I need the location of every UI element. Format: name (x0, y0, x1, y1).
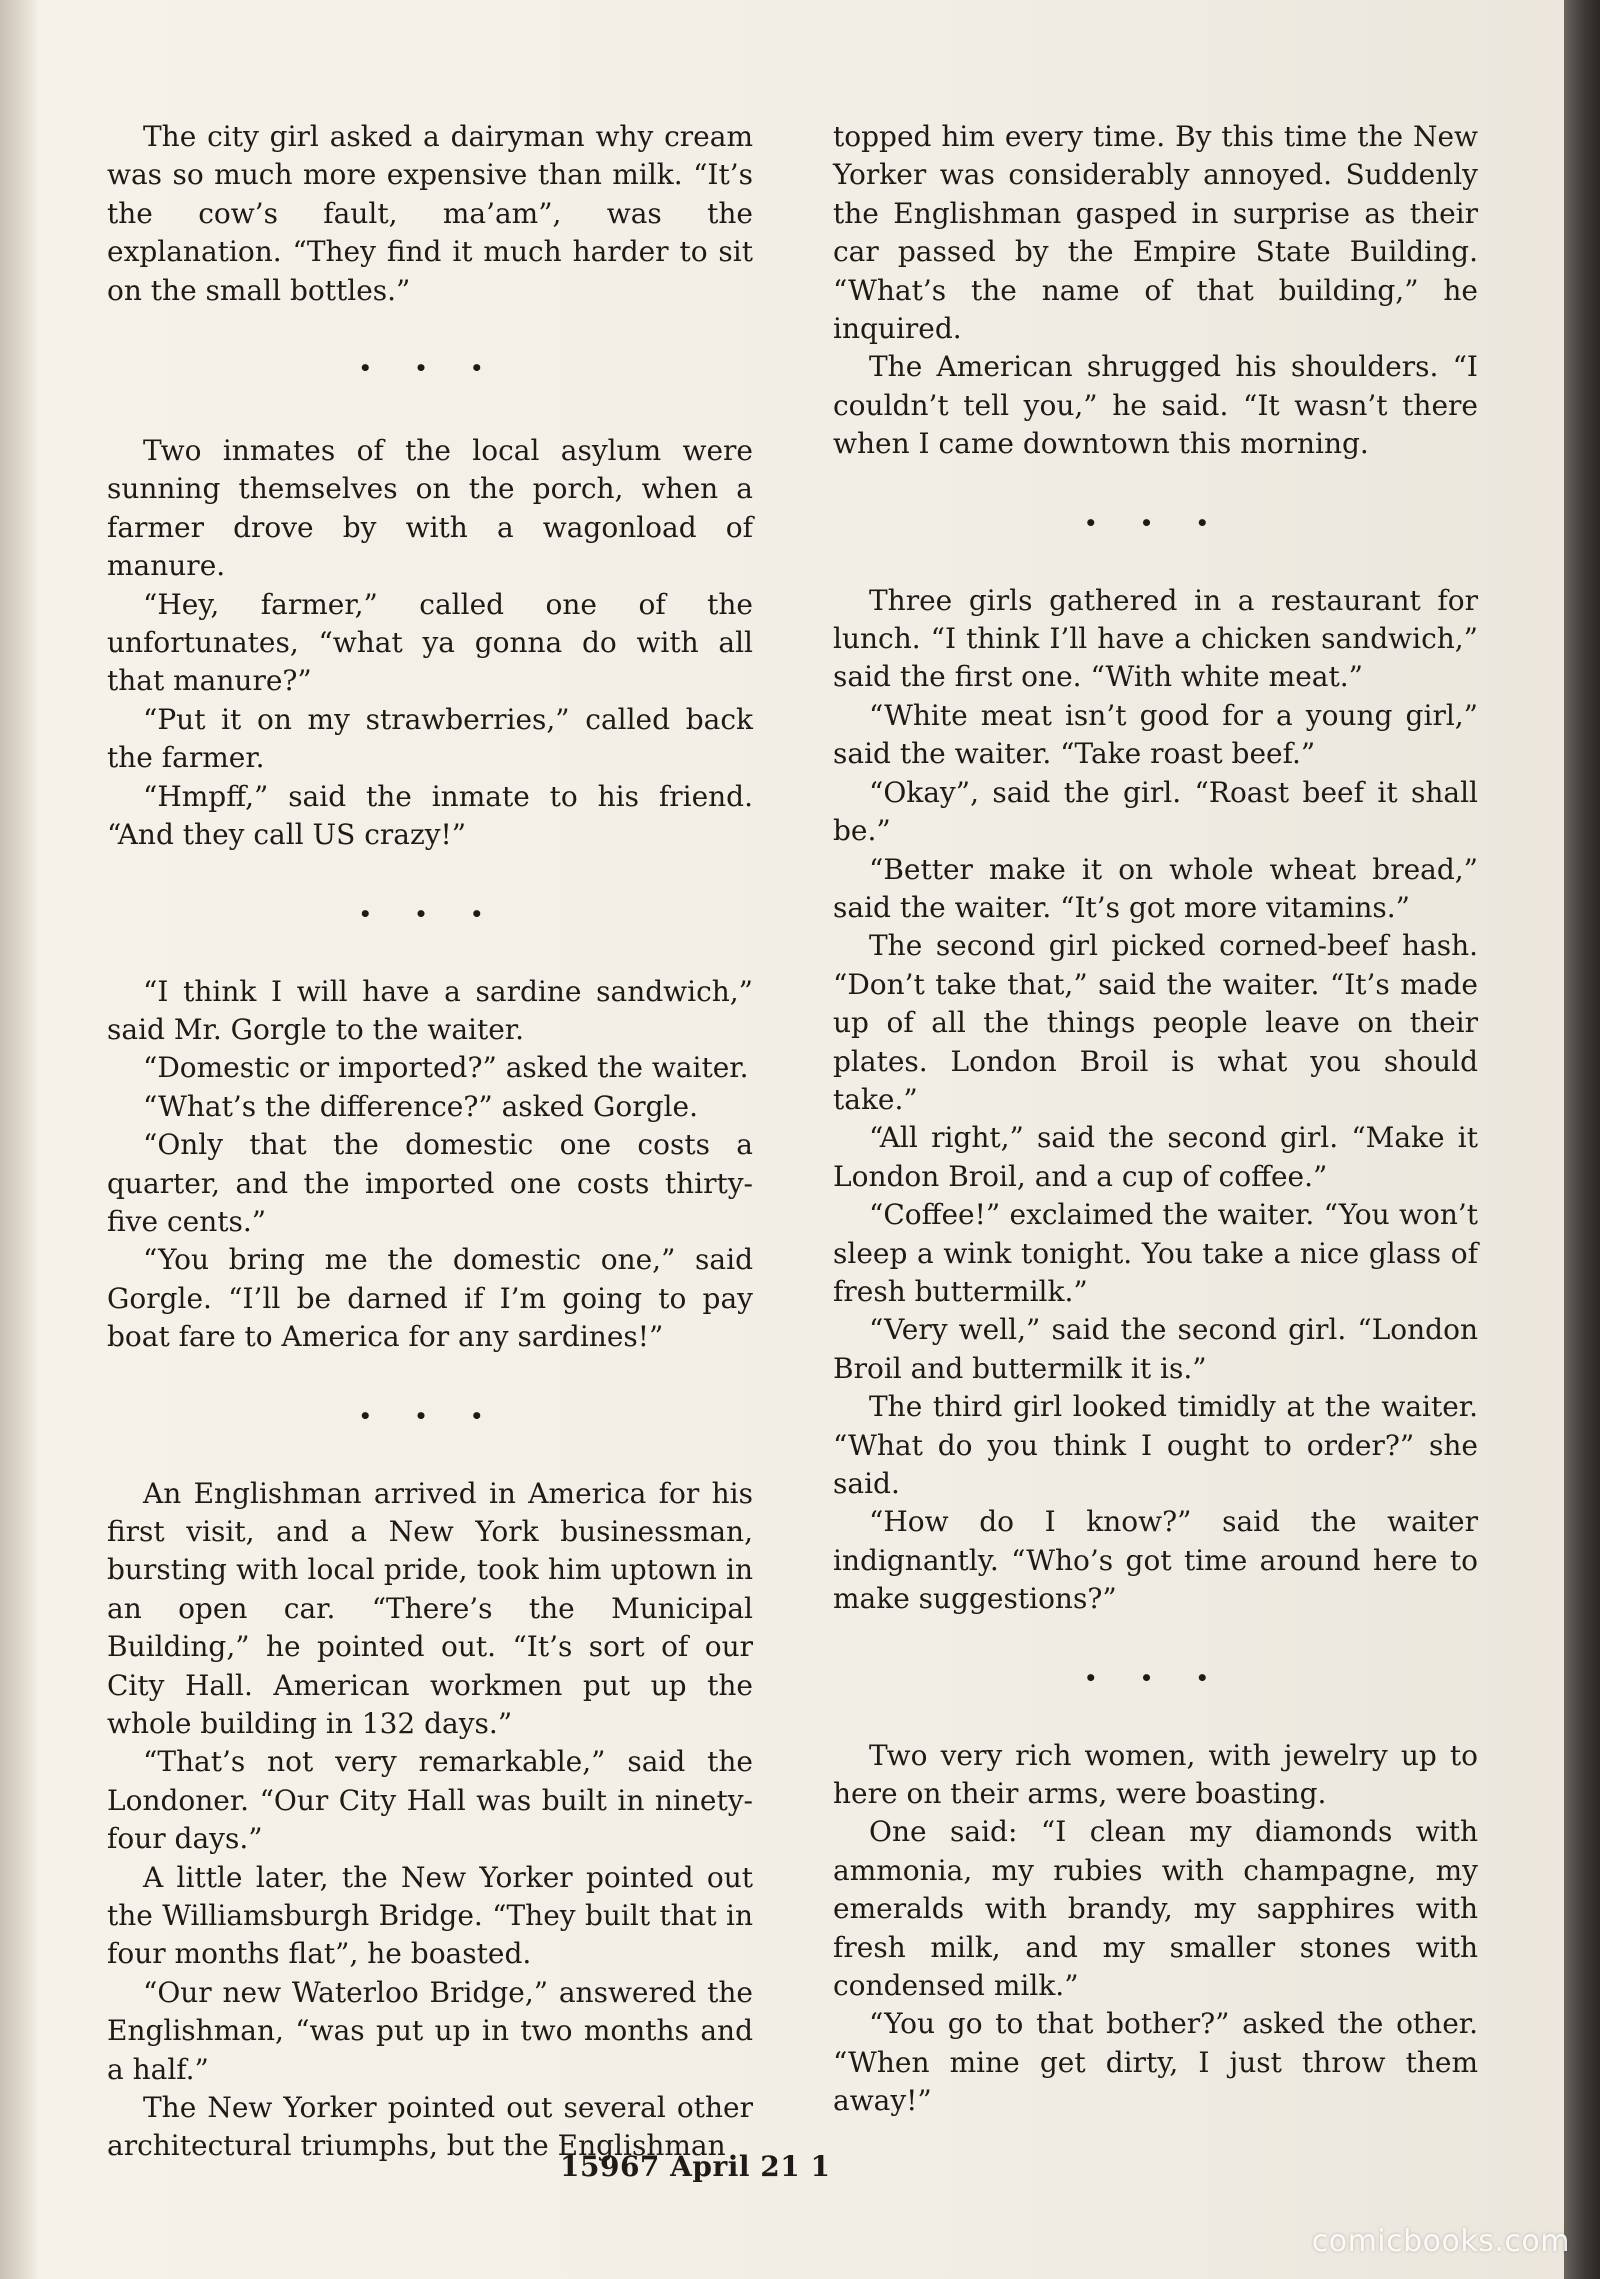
section-separator: • • • (1084, 1665, 1227, 1690)
joke-three-girls-paragraph-1: Three girls gathered in a restaurant for lunch. “I think I’ll have a chicken sandwich,” said the first one. “With white meat.” (833, 583, 1478, 694)
joke-englishman-paragraph-3: A little later, the New Yorker pointed out the Williamsburgh Bridge. “They built that in four months flat”, he boasted. (107, 1860, 753, 1971)
joke-englishman-paragraph-4: “Our new Waterloo Bridge,” answered the Englishman, “was put up in two months and a half.” (107, 1975, 753, 2086)
joke-rich-women-paragraph-1: Two very rich women, with jewelry up to here on their arms, were boasting. (833, 1738, 1478, 1811)
joke-sardine-paragraph-1: “I think I will have a sardine sandwich,” said Mr. Gorgle to the waiter. (107, 974, 753, 1046)
joke-three-girls-paragraph-10: “How do I know?” said the waiter indignantly. “Who’s got time around here to make suggestions?” (833, 1505, 1478, 1616)
joke-asylum-paragraph-3: “Put it on my strawberries,” called back the farmer. (107, 702, 753, 775)
joke-cream-paragraph-1: The city girl asked a dairyman why cream was so much more expensive than milk. “It’s the cow’s fault, ma’am”, was the explanation. “They find it much harder to sit on the small bottles.” (107, 120, 753, 307)
page-edge-shadow (1564, 0, 1600, 2279)
watermark: comicbooks.com (1311, 2224, 1570, 2259)
section-separator: • • • (358, 901, 502, 926)
joke-englishman-paragraph-2: “That’s not very remarkable,” said the Londoner. “Our City Hall was built in ninety-four days.” (107, 1745, 753, 1856)
joke-three-girls-paragraph-6: “All right,” said the second girl. “Make it London Broil, and a cup of coffee.” (833, 1121, 1478, 1193)
joke-englishman-paragraph-1: An Englishman arrived in America for his first visit, and a New York businessman, bursting with local pride, took him uptown in an open car. “There’s the Municipal Building,” he pointed out. “It’s sort of our City Hall. American workmen put up the whole building in 132 days.” (107, 1476, 753, 1740)
joke-rich-women-paragraph-3: “You go to that bother?” asked the other. “When mine get dirty, I just throw them away!” (833, 2007, 1478, 2118)
joke-asylum-paragraph-2: “Hey, farmer,” called one of the unfortunates, “what ya gonna do with all that manure?” (107, 587, 753, 698)
joke-sardine-paragraph-5: “You bring me the domestic one,” said Gorgle. “I’ll be darned if I’m going to pay boat fare to America for any sardines!” (107, 1243, 753, 1354)
section-separator: • • • (1084, 510, 1227, 535)
joke-three-girls-paragraph-4: “Better make it on whole wheat bread,” said the waiter. “It’s got more vitamins.” (833, 852, 1478, 924)
joke-asylum-paragraph-4: “Hmpff,” said the inmate to his friend. “And they call US crazy!” (107, 779, 753, 852)
joke-englishman-continued-paragraph-2: The American shrugged his shoulders. “I couldn’t tell you,” he said. “It wasn’t there when I came downtown this morning. (833, 350, 1478, 461)
joke-three-girls-paragraph-3: “Okay”, said the girl. “Roast beef it shall be.” (833, 775, 1478, 848)
section-separator: • • • (358, 356, 502, 381)
joke-three-girls-paragraph-5: The second girl picked corned-beef hash. “Don’t take that,” said the waiter. “It’s made up of all the things people leave on their plates. London Broil is what you should take.” (833, 929, 1478, 1116)
section-separator: • • • (358, 1403, 502, 1428)
right-column (833, 118, 1478, 2121)
joke-rich-women-paragraph-2: One said: “I clean my diamonds with ammonia, my rubies with champagne, my emeralds with brandy, my sapphires with fresh milk, and my smaller stones with condensed milk.” (833, 1815, 1478, 2003)
joke-sardine-paragraph-2: “Domestic or imported?” asked the waiter. (143, 1051, 749, 1085)
joke-sardine-paragraph-4: “Only that the domestic one costs a quarter, and the imported one costs thirty-five cents.” (107, 1128, 753, 1238)
joke-englishman-paragraph-5: The New Yorker pointed out several other architectural triumphs, but the Englishman (107, 2091, 753, 2163)
joke-three-girls-paragraph-2: “White meat isn’t good for a young girl,” said the waiter. “Take roast beef.” (833, 698, 1478, 771)
joke-englishman-continued-paragraph-1: topped him every time. By this time the New Yorker was considerably annoyed. Suddenly the Englishman gasped in surprise as their car passed by the Empire State Building. “What’s the name of that building,” he inquired. (833, 120, 1478, 346)
joke-sardine-paragraph-3: “What’s the difference?” asked Gorgle. (143, 1089, 698, 1123)
page-gutter-shadow (0, 0, 40, 2279)
left-column (107, 118, 753, 2166)
joke-three-girls-paragraph-8: “Very well,” said the second girl. “London Broil and buttermilk it is.” (833, 1313, 1478, 1385)
joke-asylum-paragraph-1: Two inmates of the local asylum were sunning themselves on the porch, when a farmer drove by with a wagonload of manure. (107, 434, 753, 583)
joke-three-girls-paragraph-9: The third girl looked timidly at the waiter. “What do you think I ought to order?” she said. (833, 1390, 1478, 1500)
page-footer-code: 15967 April 21 1 (560, 2150, 831, 2183)
joke-three-girls-paragraph-7: “Coffee!” exclaimed the waiter. “You won’t sleep a wink tonight. You take a nice glass of fresh buttermilk.” (833, 1198, 1478, 1308)
